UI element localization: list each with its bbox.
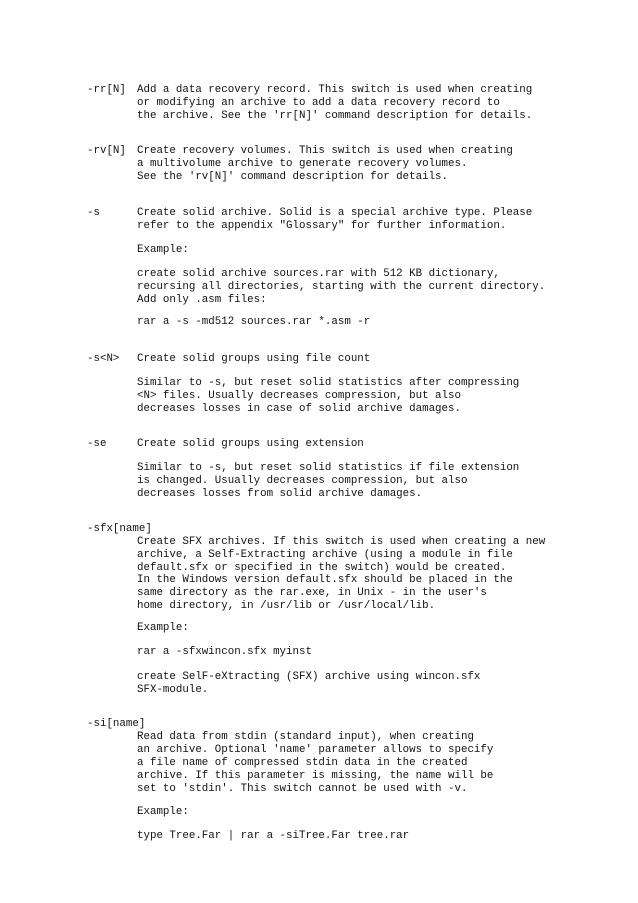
description-line: archive. If this parameter is missing, the name will be xyxy=(137,770,494,782)
example-command: rar a -sfxwincon.sfx myinst xyxy=(137,646,312,658)
description-line: a multivolume archive to generate recovery volumes. xyxy=(137,158,468,170)
description-line: set to 'stdin'. This switch cannot be used with -v. xyxy=(137,783,468,795)
description-line: a file name of compressed stdin data in the created xyxy=(137,757,468,769)
description-line: an archive. Optional 'name' parameter allows to specify xyxy=(137,744,494,756)
description-line: SFX-module. xyxy=(137,684,209,696)
switch-s-n: -s<N> xyxy=(87,353,120,365)
description-line: Add a data recovery record. This switch is used when creating xyxy=(137,84,533,96)
description-line: recursing all directories, starting with the current directory. xyxy=(137,281,546,293)
description-line: <N> files. Usually decreases compression, but also xyxy=(137,390,461,402)
description-line: Create solid archive. Solid is a special archive type. Please xyxy=(137,207,533,219)
switch-rr: -rr[N] xyxy=(87,84,126,96)
description-line: Create recovery volumes. This switch is used when creating xyxy=(137,145,513,157)
description-line: create solid archive sources.rar with 512 KB dictionary, xyxy=(137,268,500,280)
description-line: decreases losses from solid archive damages. xyxy=(137,488,423,500)
description-line: archive, a Self-Extracting archive (using a module in file xyxy=(137,549,513,561)
description-line: is changed. Usually decreases compression, but also xyxy=(137,475,468,487)
example-label: Example: xyxy=(137,806,189,818)
description-line: Similar to -s, but reset solid statistics if file extension xyxy=(137,462,520,474)
switch-si: -si[name] xyxy=(87,718,146,730)
description-line: Read data from stdin (standard input), when creating xyxy=(137,731,474,743)
description-line: Create solid groups using extension xyxy=(137,438,364,450)
description-line: decreases losses in case of solid archive damages. xyxy=(137,403,461,415)
example-command: rar a -s -md512 sources.rar *.asm -r xyxy=(137,316,371,328)
description-line: default.sfx or specified in the switch) would be created. xyxy=(137,562,507,574)
description-line: Create SFX archives. If this switch is used when creating a new xyxy=(137,536,546,548)
switch-se: -se xyxy=(87,438,107,450)
description-line: Add only .asm files: xyxy=(137,294,267,306)
switch-rv: -rv[N] xyxy=(87,145,126,157)
switch-sfx: -sfx[name] xyxy=(87,523,152,535)
description-line: create SelF-eXtracting (SFX) archive using wincon.sfx xyxy=(137,671,481,683)
description-line: In the Windows version default.sfx should be placed in the xyxy=(137,574,513,586)
description-line: or modifying an archive to add a data recovery record to xyxy=(137,97,500,109)
example-command: type Tree.Far | rar a -siTree.Far tree.rar xyxy=(137,830,410,842)
description-line: home directory, in /usr/lib or /usr/local/lib. xyxy=(137,600,436,612)
description-line: See the 'rv[N]' command description for details. xyxy=(137,171,449,183)
switch-s: -s xyxy=(87,207,100,219)
description-line: refer to the appendix "Glossary" for further information. xyxy=(137,220,507,232)
example-label: Example: xyxy=(137,622,189,634)
example-label: Example: xyxy=(137,244,189,256)
description-line: the archive. See the 'rr[N]' command description for details. xyxy=(137,110,533,122)
description-line: Create solid groups using file count xyxy=(137,353,371,365)
description-line: Similar to -s, but reset solid statistics after compressing xyxy=(137,377,520,389)
description-line: same directory as the rar.exe, in Unix - in the user's xyxy=(137,587,487,599)
